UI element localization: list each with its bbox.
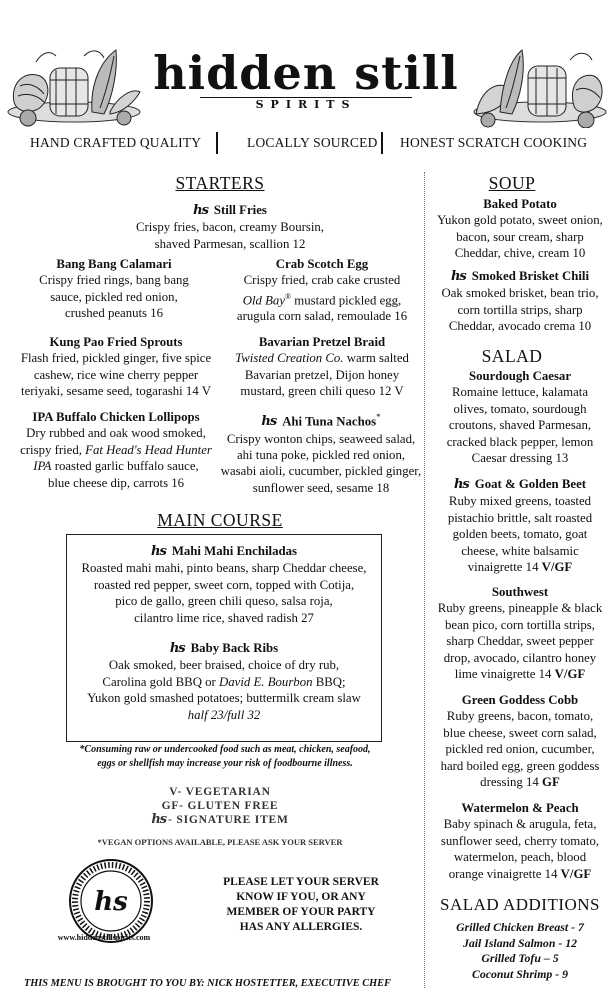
item-price-text: lime vinaigrette 14: [454, 667, 555, 682]
item-name: Sourdough Caesar: [468, 369, 572, 383]
tagline-local: LOCALLY SOURCED: [247, 135, 378, 150]
diet-tags: GF: [542, 775, 560, 790]
item-price: [428, 559, 612, 575]
menu-item-green-goddess-cobb: [428, 692, 612, 790]
item-name: IPA Buffalo Chicken Lollipops: [32, 410, 200, 424]
item-desc: Cheddar, chive, cream 10: [454, 246, 586, 261]
item-desc: Crispy fried, crab cake crusted: [243, 273, 401, 288]
item-desc: Ruby greens, pineapple & black: [437, 601, 603, 616]
tagline-handcrafted: HAND CRAFTED QUALITY: [30, 135, 202, 150]
item-desc: ahi tuna poke, pickled red onion,: [236, 448, 406, 463]
item-desc: Cheddar, avocado crema 10: [448, 319, 592, 334]
addition-item: Grilled Tofu – 5: [481, 951, 559, 965]
item-desc: pistachio brittle, salt roasted: [447, 510, 593, 525]
legend-vegetarian: V- VEGETARIAN: [169, 786, 271, 798]
item-desc: [222, 350, 422, 366]
item-desc: Bavarian pretzel, Dijon honey: [244, 367, 400, 382]
legend-signature-text: - SIGNATURE ITEM: [168, 814, 289, 826]
item-desc: hard boiled egg, green goddess: [440, 758, 600, 773]
item-desc: cilantro lime rice, shaved radish 27: [134, 610, 314, 625]
main-course-heading: MAIN COURSE: [157, 510, 283, 530]
item-desc: Ruby greens, bacon, tomato,: [446, 709, 594, 724]
item-name: Baby Back Ribs: [190, 641, 279, 655]
salad-heading: SALAD: [481, 346, 543, 366]
item-desc: pico de gallo, green chili queso, salsa roja,: [115, 594, 333, 609]
allergy-line: HAS ANY ALLERGIES.: [239, 921, 363, 933]
addition-item: Grilled Chicken Breast - 7: [456, 920, 584, 934]
item-desc-text: warm salted: [343, 351, 409, 366]
menu-item-calamari: [14, 256, 214, 322]
item-desc: arugula corn salad, remoulade 16: [236, 309, 408, 324]
item-name: Green Goddess Cobb: [461, 693, 579, 707]
menu-item-baby-back-ribs: [66, 640, 382, 723]
item-desc: watermelon, peach, blood: [453, 850, 587, 865]
menu-item-pretzel-braid: [222, 334, 422, 400]
signature-icon: hs: [193, 203, 208, 218]
signature-icon: hs: [450, 269, 466, 284]
chef-credit: THIS MENU IS BROUGHT TO YOU BY: NICK HOSTETTER, EXECUTIVE CHEF: [24, 978, 391, 989]
item-desc: pickled red onion, cucumber,: [445, 742, 595, 757]
brand-mention: IPA: [33, 459, 52, 474]
item-desc: Oak smoked, beer braised, choice of dry rub,: [108, 658, 340, 673]
item-price: [428, 866, 612, 882]
item-desc: cheese, white balsamic: [461, 543, 579, 558]
allergy-line: PLEASE LET YOUR SERVER: [223, 876, 379, 888]
item-name: Goat & Golden Beet: [474, 477, 587, 491]
menu-item-southwest: [428, 584, 612, 682]
item-desc: mustard, green chili queso 12 V: [240, 384, 404, 399]
item-name: Still Fries: [213, 203, 267, 217]
legend: [120, 785, 320, 827]
item-desc: Crispy wonton chips, seaweed salad,: [226, 431, 416, 446]
signature-icon: hs: [151, 544, 166, 559]
item-desc: corn tortilla strips, sharp: [457, 302, 583, 317]
salad-additions-heading: SALAD ADDITIONS: [439, 895, 601, 914]
tagline-scratch: HONEST SCRATCH COOKING: [400, 135, 588, 150]
item-desc: sauce, pickled red onion,: [50, 289, 178, 304]
item-desc-text: Carolina gold BBQ or: [102, 674, 220, 689]
allergy-line: MEMBER OF YOUR PARTY: [226, 906, 376, 918]
item-name: Watermelon & Peach: [461, 801, 579, 815]
legend-gluten-free: GF- GLUTEN FREE: [161, 800, 279, 812]
menu-item-crab-scotch-egg: [222, 256, 422, 325]
brand-mention: David E. Bourbon: [219, 674, 313, 689]
addition-item: Jail Island Salmon - 12: [462, 935, 578, 950]
item-price: [428, 774, 612, 790]
item-name: Bang Bang Calamari: [56, 257, 172, 271]
item-price: [66, 707, 382, 723]
item-desc: [10, 458, 222, 474]
menu-item-baked-potato: [428, 196, 612, 262]
item-name: Ahi Tuna Nachos: [282, 414, 377, 429]
item-name: Kung Pao Fried Sprouts: [49, 335, 183, 349]
tagline-separator: [381, 132, 383, 154]
item-desc: bacon, sour cream, sharp: [456, 229, 584, 244]
registered-mark: ®: [285, 291, 292, 301]
allergy-line: KNOW IF YOU, OR ANY: [236, 891, 366, 903]
signature-icon: hs: [261, 414, 277, 430]
item-price-text: vinaigrette 14: [467, 560, 542, 575]
brand-mention: Twisted Creation Co.: [235, 351, 344, 366]
item-desc-text: BBQ;: [312, 674, 346, 689]
item-desc: cracked black pepper, lemon: [446, 434, 594, 449]
distillery-seal: [68, 858, 154, 944]
menu-item-watermelon-peach: [428, 800, 612, 882]
vegan-note: *VEGAN OPTIONS AVAILABLE, PLEASE ASK YOUR SERVER: [97, 837, 343, 847]
legend-signature: [120, 813, 320, 827]
addition-item: Coconut Shrimp - 9: [471, 966, 569, 981]
starters-heading: STARTERS: [175, 173, 265, 193]
seal-monogram: hs: [94, 887, 128, 917]
item-desc: Roasted mahi mahi, pinto beans, sharp Cheddar cheese,: [81, 561, 367, 576]
item-desc-text: crispy fried,: [20, 442, 86, 457]
diet-tags: V/GF: [554, 667, 586, 682]
item-desc: Crispy fried rings, bang bang: [39, 273, 189, 288]
website-link[interactable]: www.hiddenstillspirits.com: [57, 933, 151, 942]
item-desc: olives, tomato, sourdough: [453, 401, 587, 416]
item-name: Mahi Mahi Enchiladas: [171, 544, 297, 558]
item-desc: crushed peanuts 16: [64, 306, 164, 321]
item-desc: sunflower seed, sesame 18: [252, 480, 390, 495]
item-name: Baked Potato: [483, 197, 557, 211]
menu-item-mahi-enchiladas: [66, 543, 382, 626]
item-desc: drop, avocado, cilantro honey: [443, 650, 597, 665]
warning-line: *Consuming raw or undercooked food such as meat, chicken, seafood,: [79, 744, 371, 755]
item-desc: sharp Cheddar, sweet pepper: [446, 634, 594, 649]
menu-item-kung-pao-sprouts: [10, 334, 222, 400]
item-desc: cashew, rice wine cherry pepper: [33, 367, 199, 382]
allergy-notice: [208, 875, 394, 935]
menu-item-ahi-tuna-nachos: [218, 409, 424, 496]
item-desc: blue cheese dip, carrots 16: [47, 475, 185, 490]
brand-mention: Fat Head's Head Hunter: [85, 442, 212, 457]
item-name: Bavarian Pretzel Braid: [258, 335, 386, 349]
item-desc: Crispy fries, bacon, creamy Boursin,: [136, 220, 324, 235]
item-name: Crab Scotch Egg: [275, 257, 369, 271]
menu-item-brisket-chili: [428, 268, 612, 335]
item-price-text: half 23/full 32: [187, 707, 261, 722]
salad-additions-list: [428, 920, 612, 982]
item-desc: blue cheese, sweet corn salad,: [443, 725, 597, 740]
signature-icon: hs: [169, 641, 185, 656]
warning-line: eggs or shellfish may increase your risk of foodbourne illness.: [97, 758, 353, 769]
item-desc: Flash fried, pickled ginger, five spice: [20, 351, 212, 366]
menu-item-sourdough-caesar: [428, 368, 612, 466]
item-desc: Caesar dressing 13: [471, 451, 569, 466]
item-price-text: dressing 14: [480, 775, 543, 790]
signature-icon: hs: [151, 812, 167, 827]
item-desc: wasabi aioli, cucumber, pickled ginger,: [220, 464, 422, 479]
item-desc-text: roasted garlic buffalo sauce,: [51, 459, 199, 474]
item-desc: Baby spinach & arugula, feta,: [443, 817, 597, 832]
item-desc: teriyaki, sesame seed, togarashi 14 V: [21, 384, 211, 399]
signature-icon: hs: [453, 477, 469, 492]
item-desc: Dry rubbed and oak wood smoked,: [26, 426, 206, 441]
tagline-separator: [216, 132, 218, 154]
item-name: Southwest: [491, 585, 549, 599]
item-desc: [222, 289, 422, 309]
item-desc: [10, 442, 222, 458]
menu-item-goat-golden-beet: [428, 476, 612, 575]
brand-subtitle: SPIRITS: [255, 98, 357, 111]
item-desc: Oak smoked brisket, bean trio,: [441, 286, 599, 301]
item-desc: croutons, shaved Parmesan,: [448, 418, 592, 433]
item-desc: shaved Parmesan, scallion 12: [154, 236, 306, 251]
raw-warning-mark: *: [376, 412, 381, 422]
item-desc: sunflower seed, cherry tomato,: [440, 833, 600, 848]
menu-item-still-fries: [60, 202, 400, 252]
harvest-illustration-left: [6, 42, 144, 128]
item-desc: roasted red pepper, sweet corn, topped with Cotija,: [93, 577, 355, 592]
item-desc: Yukon gold smashed potatoes; buttermilk cream slaw: [87, 691, 361, 706]
item-desc: Romaine lettuce, kalamata: [451, 385, 589, 400]
brand-mention: Old Bay: [242, 293, 286, 308]
diet-tags: V/GF: [541, 560, 573, 575]
item-name: Smoked Brisket Chili: [471, 269, 590, 283]
diet-tags: V/GF: [560, 866, 592, 881]
item-desc: bean pico, corn tortilla strips,: [445, 617, 595, 632]
item-desc: Yukon gold potato, sweet onion,: [437, 213, 603, 228]
column-divider: [424, 172, 425, 988]
harvest-illustration-right: [470, 42, 608, 128]
item-desc-text: mustard pickled egg,: [291, 293, 402, 308]
brand-name: hidden still: [153, 46, 459, 100]
menu-item-buffalo-lollipops: [10, 409, 222, 491]
item-price: [428, 666, 612, 682]
raw-food-warning: [40, 743, 410, 771]
item-price-text: orange vinaigrette 14: [448, 866, 561, 881]
item-desc: [66, 674, 382, 690]
item-desc: golden beets, tomato, goat: [452, 527, 588, 542]
item-desc: Ruby mixed greens, toasted: [448, 494, 592, 509]
soup-heading: SOUP: [488, 173, 536, 193]
